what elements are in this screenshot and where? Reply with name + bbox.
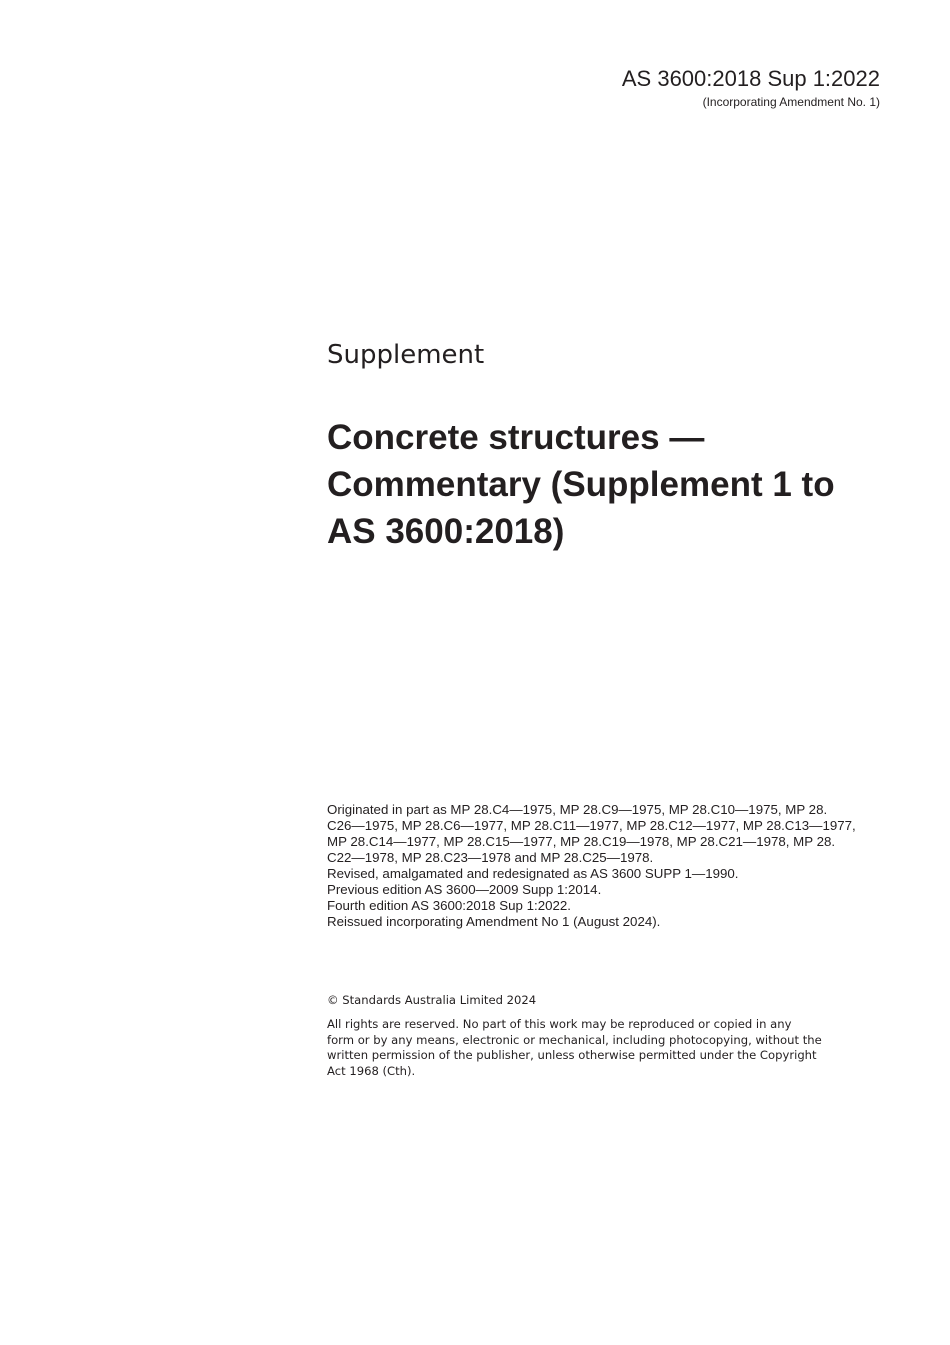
publication-history (327, 802, 897, 930)
rights-line: Act 1968 (Cth). (327, 1064, 416, 1079)
standard-designation: AS 3600:2018 Sup 1:2022 (621, 66, 880, 91)
document-title (327, 414, 917, 555)
title-line: Concrete structures — (327, 418, 705, 457)
rights-line: All rights are reserved. No part of this work may be reproduced or copied in any (327, 1017, 792, 1031)
rights-line: written permission of the publisher, unless otherwise permitted under the Copyright (327, 1048, 817, 1063)
history-line: C26—1975, MP 28.C6—1977, MP 28.C11—1977, MP 28.C12—1977, MP 28.C13—1977, (327, 818, 856, 833)
copyright-notice: © Standards Australia Limited 2024 (327, 993, 537, 1007)
rights-statement (327, 1017, 887, 1080)
history-line: MP 28.C14—1977, MP 28.C15—1977, MP 28.C19—1978, MP 28.C21—1978, MP 28. (327, 834, 836, 849)
amendment-note: (Incorporating Amendment No. 1) (702, 95, 880, 109)
history-line: Revised, amalgamated and redesignated as AS 3600 SUPP 1—1990. (327, 866, 739, 881)
history-line: Originated in part as MP 28.C4—1975, MP 28.C9—1975, MP 28.C10—1975, MP 28. (327, 802, 828, 817)
history-line: Reissued incorporating Amendment No 1 (August 2024). (327, 914, 661, 929)
history-line: Previous edition AS 3600—2009 Supp 1:2014. (327, 882, 602, 897)
history-line: C22—1978, MP 28.C23—1978 and MP 28.C25—1978. (327, 850, 654, 865)
document-type: Supplement (327, 340, 485, 370)
rights-line: form or by any means, electronic or mechanical, including photocopying, without the (327, 1032, 822, 1047)
title-line: Commentary (Supplement 1 to (327, 465, 835, 504)
history-line: Fourth edition AS 3600:2018 Sup 1:2022. (327, 898, 571, 913)
title-line: AS 3600:2018) (327, 512, 565, 551)
